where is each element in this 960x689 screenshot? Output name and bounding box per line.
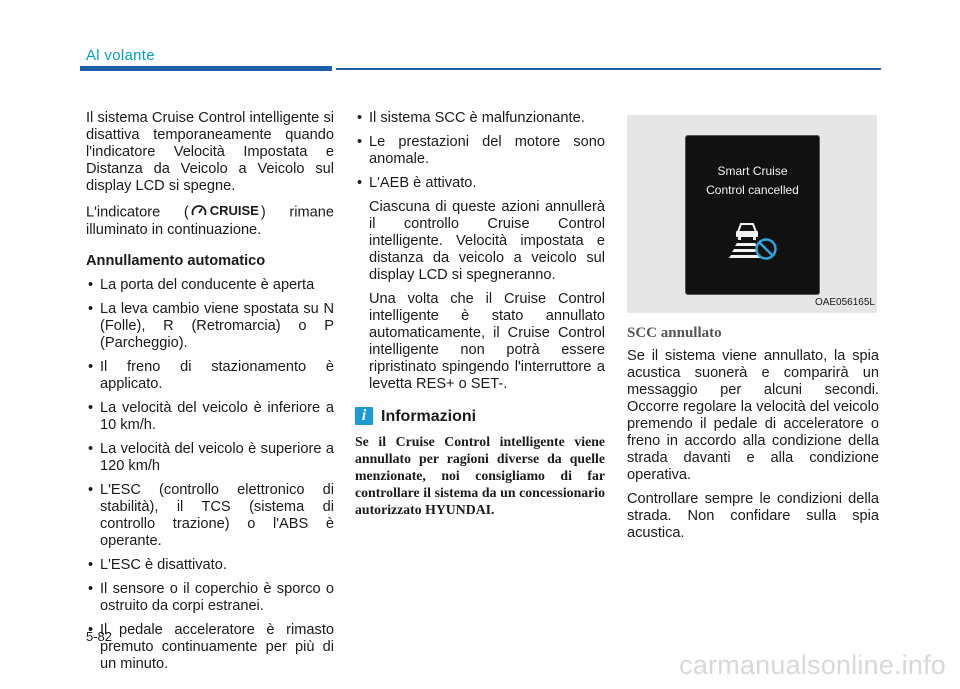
speedometer-icon bbox=[191, 204, 207, 218]
info-icon: i bbox=[355, 407, 373, 425]
list-item: • Il freno di stazionamento è applicato. bbox=[86, 359, 334, 393]
watermark: carmanualsonline.info bbox=[679, 650, 946, 680]
info-body: Se il Cruise Control intelligente viene annullato per ragioni diverse da quelle menzionate, noi consigliamo di far controllare il sistema da un concessionario autorizzato HYUNDAI. bbox=[355, 434, 605, 517]
cruise-indicator bbox=[191, 202, 259, 219]
list-item: • La velocità del veicolo è superiore a 120 km/h bbox=[86, 441, 334, 475]
header-rule-thin bbox=[336, 68, 881, 70]
list-item: • L'AEB è attivato. bbox=[355, 175, 605, 192]
scc-cancelled-heading: SCC annullato bbox=[627, 325, 722, 341]
auto-cancel-list bbox=[86, 277, 334, 673]
page-number: 5-82 bbox=[86, 629, 113, 644]
list-item: • Le prestazioni del motore sono anomale. bbox=[355, 134, 605, 168]
list-item: • L'ESC è disattivato. bbox=[86, 557, 334, 574]
list-item: • L'ESC (controllo elettronico di stabilità), il TCS (sistema di controllo trazione) o l'ABS è operante. bbox=[86, 482, 334, 550]
lcd-message bbox=[686, 162, 819, 200]
lcd-line-1: Smart Cruise bbox=[717, 164, 788, 178]
list-item: • La velocità del veicolo è inferiore a 10 km/h. bbox=[86, 400, 334, 434]
lcd-display bbox=[685, 135, 820, 295]
auto-cancel-heading: Annullamento automatico bbox=[86, 252, 266, 269]
list-item: • Il sensore o il coperchio è sporco o ostruito da corpi estranei. bbox=[86, 581, 334, 615]
indicator-text-before: L'indicatore ( bbox=[86, 204, 189, 221]
indicator-paragraph bbox=[86, 202, 334, 239]
cruise-badge-label: CRUISE bbox=[209, 203, 259, 218]
info-title: Informazioni bbox=[381, 407, 477, 425]
list-item: • La leva cambio viene spostata su N (Folle), R (Retromarcia) o P (Parcheggio). bbox=[86, 301, 334, 352]
scc-cancelled-paragraph: Se il sistema viene annullato, la spia acustica suonerà e comparirà un messaggio per alcuni secondi. Occorre regolare la velocità del veicolo premendo il pedale di acceleratore o freno in accordo alla condizione della strada davanti e alla condizione operativa. bbox=[627, 348, 879, 483]
column-right bbox=[627, 112, 879, 549]
list-item: • Il sistema SCC è malfunzionante. bbox=[355, 110, 605, 127]
column-left bbox=[86, 110, 334, 680]
road-condition-paragraph: Controllare sempre le condizioni della strada. Non confidare sulla spia acustica. bbox=[627, 491, 879, 541]
header-rule-thick bbox=[80, 66, 332, 71]
restore-paragraph: Una volta che il Cruise Control intelligente è stato annullato automaticamente, il Cruise Control intelligente non potrà essere ripristinato spingendo l'interruttore a levetta RES+ o SET-. bbox=[369, 291, 605, 392]
intro-paragraph: Il sistema Cruise Control intelligente si disattiva temporaneamente quando l'indicatore Velocità Impostata e Distanza da Veicolo a Veicolo sul display LCD si spegne. bbox=[86, 110, 334, 194]
scc-cancelled-icon bbox=[728, 218, 780, 264]
lcd-line-2: Control cancelled bbox=[706, 183, 799, 197]
cluster-figure bbox=[627, 115, 877, 313]
section-title: Al volante bbox=[86, 47, 155, 64]
indicator-text-after: ) rimane illuminato in continuazione. bbox=[86, 204, 334, 238]
column-middle bbox=[355, 110, 605, 518]
cancel-effect-paragraph: Ciascuna di queste azioni annullerà il controllo Cruise Control intelligente. Velocità impostata e distanza da veicolo a veicolo sul display LCD si spegneranno. bbox=[369, 199, 605, 283]
auto-cancel-list-continued bbox=[355, 110, 605, 192]
info-header bbox=[355, 407, 605, 425]
list-item: • La porta del conducente è aperta bbox=[86, 277, 334, 294]
list-item: • Il pedale acceleratore è rimasto premuto continuamente per più di un minuto. bbox=[86, 622, 334, 673]
figure-code: OAE056165L bbox=[814, 297, 875, 308]
